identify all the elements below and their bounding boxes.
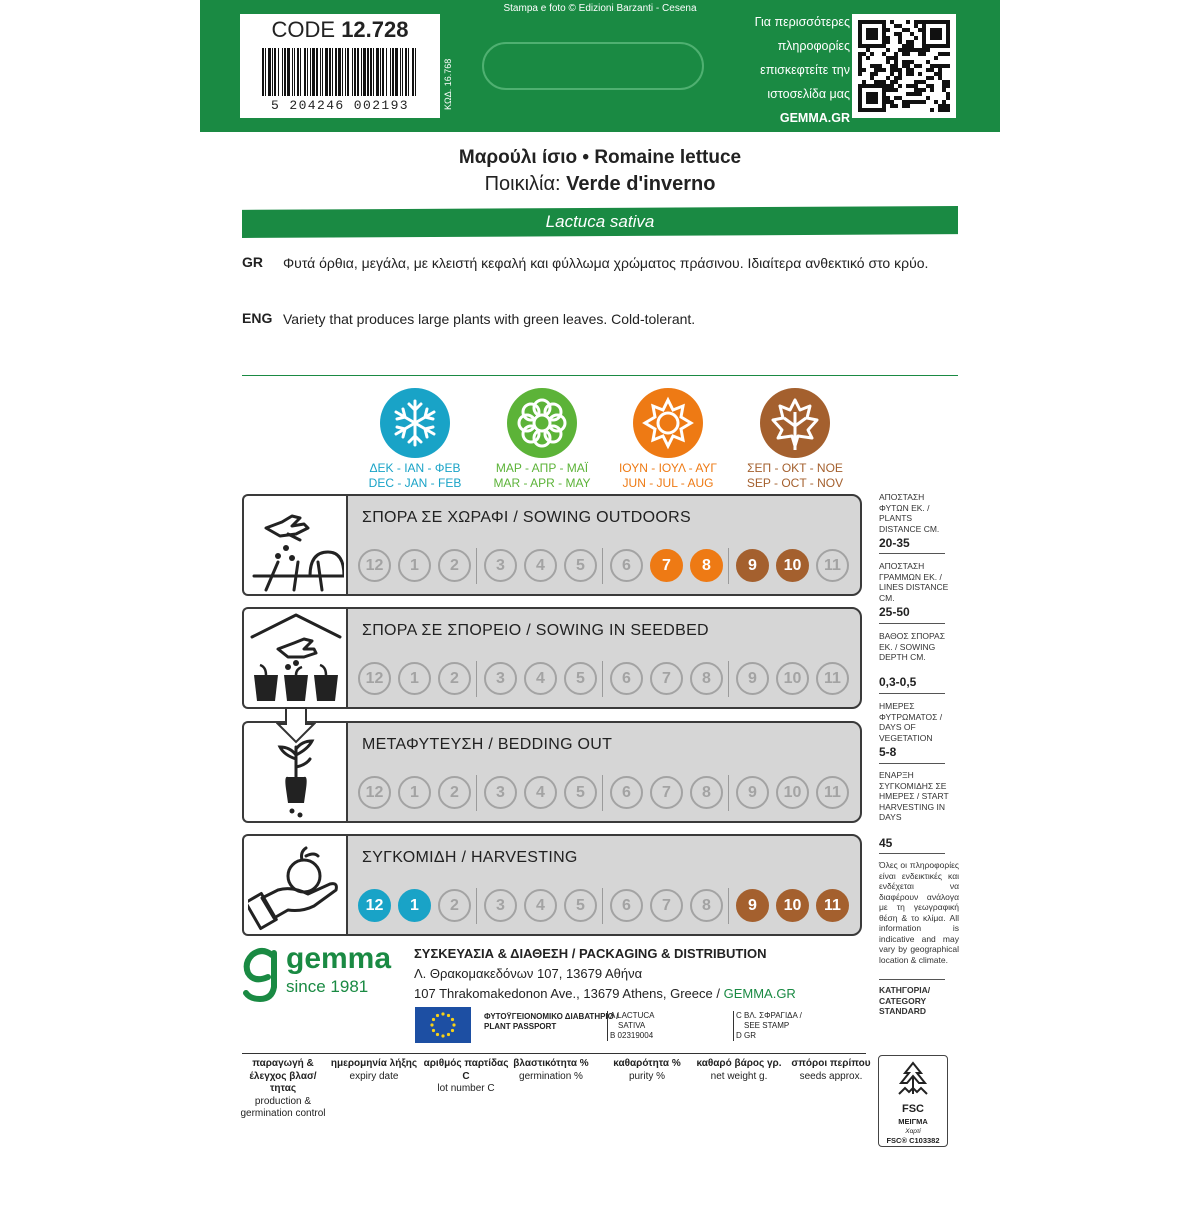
month-circle: 1 — [398, 662, 431, 695]
month-circle: 10 — [776, 549, 809, 582]
month-circle: 7 — [650, 549, 683, 582]
month-circle: 6 — [610, 889, 643, 922]
production-column: παραγωγή & έλεγχος βλασ/τητας production & germination control — [240, 1058, 326, 1119]
season-separator — [602, 548, 603, 584]
seeds-column: σπόροι περίπου seeds approx. — [791, 1058, 871, 1082]
info-text: Για περισσότερες πληροφορίες επισκεφτείτε την ιστοσελίδα μας GEMMA.GR — [730, 10, 850, 130]
lines-distance-label: ΑΠΟΣΤΑΣΗ ΓΡΑΜΜΩΝ ΕΚ. / LINES DISTANCE CM. — [879, 561, 949, 603]
row-panel — [346, 607, 862, 709]
month-circle: 11 — [816, 889, 849, 922]
season-separator — [728, 548, 729, 584]
brand-name: gemma — [286, 942, 392, 975]
month-circle: 12 — [358, 662, 391, 695]
purity-column: καθαρότητα % purity % — [613, 1058, 681, 1082]
season-summer-label: ΙΟΥΝ - ΙΟΥΛ - ΑΥΓ JUN - JUL - AUG — [618, 461, 718, 490]
season-separator — [476, 661, 477, 697]
season-separator — [728, 661, 729, 697]
row-title: ΜΕΤΑΦΥΤΕΥΣΗ / BEDDING OUT — [362, 736, 613, 753]
row-title: ΣΠΟΡΑ ΣΕ ΣΠΟΡΕΙΟ / SOWING IN SEEDBED — [362, 622, 709, 639]
month-circle: 3 — [484, 889, 517, 922]
row-icon-box — [242, 834, 348, 936]
passport-fields-a: A LACTUCA SATIVA B 02319004 — [607, 1011, 654, 1041]
month-circle: 9 — [736, 549, 769, 582]
month-circle: 9 — [736, 662, 769, 695]
month-circle: 10 — [776, 889, 809, 922]
month-circle: 11 — [816, 776, 849, 809]
spec-divider — [879, 693, 945, 694]
month-circle: 12 — [358, 776, 391, 809]
month-circle: 8 — [690, 776, 723, 809]
variety-line: Ποικιλία: Verde d'inverno — [484, 173, 716, 195]
month-circle: 7 — [650, 662, 683, 695]
sowing-outdoors-icon — [248, 498, 344, 594]
eu-flag-icon — [415, 1007, 471, 1043]
fsc-tree-icon — [893, 1060, 933, 1098]
snowflake-icon — [380, 388, 450, 458]
leaf-icon — [760, 388, 830, 458]
website-link[interactable]: GEMMA.GR — [779, 111, 850, 125]
bottom-divider — [242, 1053, 866, 1054]
row-panel — [346, 721, 862, 823]
month-circle: 7 — [650, 889, 683, 922]
vegetation-value: 5-8 — [879, 745, 897, 759]
sowing-depth-label: ΒΑΘΟΣ ΣΠΟΡΑΣ ΕΚ. / SOWING DEPTH CM. — [879, 631, 945, 662]
month-circle: 8 — [690, 662, 723, 695]
plants-distance-label: ΑΠΟΣΤΑΣΗ ΦΥΤΩΝ ΕΚ. / PLANTS DISTANCE CM. — [879, 492, 940, 534]
address-en: 107 Thrakomakedonon Ave., 13679 Athens, Greece / GEMMA.GR — [414, 986, 796, 1001]
month-circle: 4 — [524, 662, 557, 695]
month-circle: 4 — [524, 776, 557, 809]
spec-divider — [879, 623, 945, 624]
season-separator — [728, 775, 729, 811]
product-title: Μαρούλι ίσιο • Romaine lettuce — [458, 147, 742, 168]
row-icon-box — [242, 494, 348, 596]
month-circle: 8 — [690, 889, 723, 922]
gr-label: GR — [242, 254, 263, 270]
month-circle: 10 — [776, 662, 809, 695]
brand-since: since 1981 — [286, 977, 369, 996]
en-label: ENG — [242, 310, 273, 326]
month-circle: 11 — [816, 549, 849, 582]
germination-column: βλαστικότητα % germination % — [513, 1058, 589, 1082]
kod-number: ΚΩΔ. 16.768 — [443, 58, 453, 110]
month-circle: 1 — [398, 776, 431, 809]
sun-icon — [633, 388, 703, 458]
row-panel — [346, 834, 862, 936]
divider — [242, 375, 958, 376]
passport-fields-c: C ΒΛ. ΣΦΡΑΓΙΔΑ / SEE STAMP D GR — [733, 1011, 802, 1041]
flower-icon — [507, 388, 577, 458]
product-code: CODE 12.728 — [271, 17, 409, 42]
month-circle: 3 — [484, 549, 517, 582]
spec-divider — [879, 979, 945, 980]
spec-divider — [879, 853, 945, 854]
latin-name: Lactuca sativa — [545, 212, 655, 231]
row-panel — [346, 494, 862, 596]
seedbed-icon — [248, 611, 344, 707]
row-icon-box — [242, 607, 348, 709]
season-separator — [602, 775, 603, 811]
sowing-depth-value: 0,3-0,5 — [879, 675, 917, 689]
packaging-title: ΣΥΣΚΕΥΑΣΙΑ & ΔΙΑΘΕΣΗ / PACKAGING & DISTRIBUTION — [414, 946, 767, 961]
month-circle: 9 — [736, 776, 769, 809]
season-winter-label: ΔΕΚ - ΙΑΝ - ΦΕΒ DEC - JAN - FEB — [368, 461, 462, 490]
month-circle: 6 — [610, 776, 643, 809]
month-circle: 4 — [524, 549, 557, 582]
season-separator — [476, 888, 477, 924]
row-title: ΣΠΟΡΑ ΣΕ ΧΩΡΑΦΙ / SOWING OUTDOORS — [362, 509, 691, 526]
category: ΚΑΤΗΓΟΡΙΑ/ CATEGORY STANDARD — [879, 985, 931, 1016]
harvesting-icon — [248, 838, 344, 934]
month-circle: 12 — [358, 889, 391, 922]
month-circle: 2 — [438, 889, 471, 922]
barcode-digits: 5 204246 002193 — [270, 98, 410, 113]
month-circle: 5 — [564, 662, 597, 695]
qr-code[interactable] — [852, 14, 956, 118]
address-gr: Λ. Θρακομακεδόνων 107, 13679 Αθήνα — [414, 966, 643, 981]
print-credit: Stampa e foto © Edizioni Barzanti - Cesena — [503, 3, 697, 14]
lot-column: αριθμός παρτίδας C lot number C — [423, 1058, 509, 1094]
en-description: Variety that produces large plants with green leaves. Cold-tolerant. — [283, 311, 696, 327]
month-circle: 1 — [398, 889, 431, 922]
barcode — [262, 48, 418, 96]
net-weight-column: καθαρό βάρος γρ. net weight g. — [696, 1058, 782, 1082]
month-circle: 6 — [610, 662, 643, 695]
gemma-logo-icon — [242, 947, 282, 1003]
window-outline — [482, 42, 704, 90]
month-circle: 2 — [438, 549, 471, 582]
fsc-badge: FSC ΜΕΙΓΜΑ Χαρτί FSC® C103382 — [878, 1055, 948, 1147]
vegetation-label: ΗΜΕΡΕΣ ΦΥΤΡΩΜΑΤΟΣ / DAYS OF VEGETATION — [879, 701, 943, 743]
month-circle: 6 — [610, 549, 643, 582]
expiry-column: ημερομηνία λήξης expiry date — [330, 1058, 418, 1082]
month-circle: 2 — [438, 662, 471, 695]
row-title: ΣΥΓΚΟΜΙΔΗ / HARVESTING — [362, 849, 578, 866]
code-box — [240, 14, 440, 118]
month-circle: 4 — [524, 889, 557, 922]
disclaimer-note: Όλες οι πληροφορίες είναι ενδεικτικές και ενδέχεται να διαφέρουν ανάλογα με τη γεωγραφική θέση & το κλίμα. All information is indicative and may vary by geographical location & climate. — [879, 860, 959, 965]
spec-divider — [879, 763, 945, 764]
month-circle: 2 — [438, 776, 471, 809]
gr-description: Φυτά όρθια, μεγάλα, με κλειστή κεφαλή και φύλλωμα χρώματος πράσινου. Ιδιαίτερα ανθεκτικό στο κρύο. — [283, 255, 929, 271]
down-arrow-icon — [276, 706, 316, 751]
season-separator — [728, 888, 729, 924]
month-circle: 3 — [484, 662, 517, 695]
month-circle: 5 — [564, 776, 597, 809]
month-circle: 12 — [358, 549, 391, 582]
season-separator — [602, 888, 603, 924]
month-circle: 8 — [690, 549, 723, 582]
qr-code-icon — [852, 14, 956, 118]
plant-passport: ΦΥΤΟΫΓΕΙΟΝΟΜΙΚΟ ΔΙΑΒΑΤΗΡΙΟ / PLANT PASSPORT — [484, 1012, 619, 1031]
season-autumn-label: ΣΕΠ - ΟΚΤ - ΝΟΕ SEP - OCT - NOV — [746, 461, 844, 490]
footer-website-link[interactable]: GEMMA.GR — [723, 986, 796, 1001]
month-circle: 5 — [564, 549, 597, 582]
month-circle: 1 — [398, 549, 431, 582]
season-separator — [602, 661, 603, 697]
month-circle: 7 — [650, 776, 683, 809]
month-circle: 10 — [776, 776, 809, 809]
month-circle: 5 — [564, 889, 597, 922]
harvest-days-label: ΕΝΑΡΞΗ ΣΥΓΚΟΜΙΔΗΣ ΣΕ ΗΜΕΡΕΣ / START HARVESTING IN DAYS — [879, 770, 949, 822]
month-circle: 11 — [816, 662, 849, 695]
season-separator — [476, 548, 477, 584]
season-spring-label: ΜΑΡ - ΑΠΡ - ΜΑΪ MAR - APR - MAY — [493, 461, 591, 490]
plants-distance-value: 20-35 — [879, 536, 910, 550]
month-circle: 3 — [484, 776, 517, 809]
month-circle: 9 — [736, 889, 769, 922]
spec-divider — [879, 553, 945, 554]
harvest-days-value: 45 — [879, 836, 893, 850]
season-separator — [476, 775, 477, 811]
lines-distance-value: 25-50 — [879, 605, 910, 619]
